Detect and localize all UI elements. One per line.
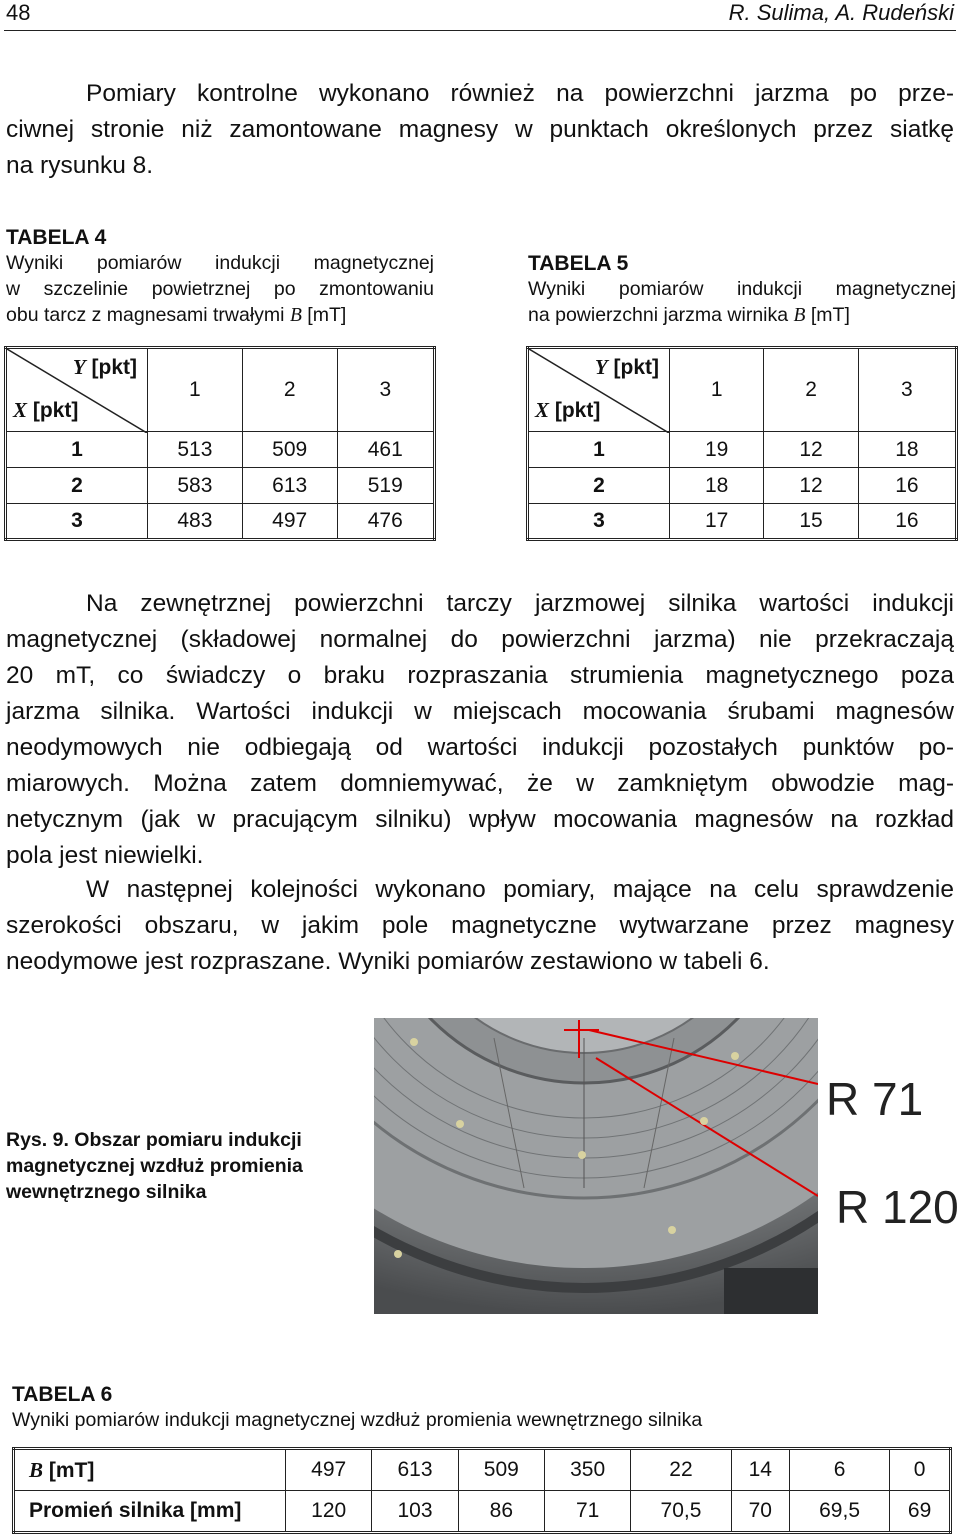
table-cell: 613 (372, 1449, 458, 1491)
intro-paragraph (6, 76, 954, 184)
table-cell: 497 (286, 1449, 372, 1491)
body-paragraph-1 (6, 586, 954, 874)
table-cell: 513 (148, 432, 243, 468)
col-header: 1 (670, 348, 764, 432)
table6-title: TABELA 6 (12, 1383, 113, 1406)
table-row (528, 432, 957, 468)
col-header: 3 (337, 348, 434, 432)
x-unit: [pkt] (32, 399, 79, 422)
table-cell: 18 (670, 468, 764, 504)
row-header: 1 (528, 432, 670, 468)
table-cell: 12 (764, 432, 858, 468)
table-row (528, 468, 957, 504)
table-cell: 70,5 (631, 1491, 731, 1533)
table-cell: 18 (858, 432, 956, 468)
table-row (14, 1449, 951, 1491)
table-cell: 16 (858, 504, 956, 540)
col-header: 1 (148, 348, 243, 432)
table-cell: 14 (731, 1449, 789, 1491)
table-cell: 476 (337, 504, 434, 540)
text-line: Wyniki pomiarów indukcji magnetycznej (528, 278, 956, 300)
x-symbol: X (535, 398, 550, 422)
table6-caption (12, 1383, 952, 1433)
table-cell: 15 (764, 504, 858, 540)
col-header: 2 (242, 348, 337, 432)
table-cell: 509 (458, 1449, 544, 1491)
unit-label: [mT] (810, 304, 850, 326)
table4-caption (6, 226, 434, 329)
table-cell: 103 (372, 1491, 458, 1533)
label-r120: R 120 (836, 1181, 959, 1233)
table-cell: 69,5 (789, 1491, 889, 1533)
y-symbol: Y (72, 355, 86, 379)
table-cell: 16 (858, 468, 956, 504)
table-cell: 17 (670, 504, 764, 540)
corner-cell (528, 348, 670, 432)
caption-line: wewnętrznego silnika (6, 1181, 207, 1203)
row-header: 1 (6, 432, 148, 468)
table-cell: 483 (148, 504, 243, 540)
table-row (6, 504, 435, 540)
row-header: 2 (6, 468, 148, 504)
table-row (528, 504, 957, 540)
table-cell: 461 (337, 432, 434, 468)
row-header: 3 (528, 504, 670, 540)
table4-desc (6, 250, 434, 329)
text-line: w szczelinie powietrznej po zmontowaniu (6, 278, 434, 300)
table5-title: TABELA 5 (528, 252, 629, 275)
text-line: pola jest niewielki. (6, 842, 204, 869)
text-line: szerokości obszaru, w jakim pole magnetyczne wytwarzane przez magnesy (6, 912, 954, 939)
body-paragraph-2 (6, 872, 954, 980)
corner-cell (6, 348, 148, 432)
text-line: 20 mT, co świadczy o braku rozpraszania strumienia magnetycznego poza (6, 662, 954, 689)
table5-caption (528, 252, 956, 329)
y-unit: [pkt] (613, 356, 659, 379)
table-cell: 120 (286, 1491, 372, 1533)
unit-label: [mT] (48, 1458, 95, 1482)
running-head-authors: R. Sulima, A. Rudeński (728, 0, 954, 25)
figure-caption (6, 1127, 366, 1205)
table-cell: 70 (731, 1491, 789, 1533)
motor-disc-illustration (374, 1018, 818, 1314)
text-line: Pomiary kontrolne wykonano również na powierzchni jarzma po prze- (86, 80, 954, 107)
table-cell: 86 (458, 1491, 544, 1533)
table4-title: TABELA 4 (6, 226, 107, 249)
text-line: ciwnej stronie niż zamontowane magnesy w punktach określonych przez siatkę (6, 116, 954, 143)
table5-desc (528, 276, 956, 329)
x-symbol: X (13, 398, 28, 422)
text-line: W następnej kolejności wykonano pomiary, mające na celu sprawdzenie (86, 876, 954, 903)
caption-line: Rys. 9. Obszar pomiaru indukcji (6, 1129, 302, 1151)
table-cell: 583 (148, 468, 243, 504)
table-row (6, 468, 435, 504)
text-line: netycznym (jak w pracującym silniku) wpływ mocowania magnesów na rozkład (6, 806, 954, 833)
caption-line: magnetycznej wzdłuż promienia (6, 1155, 303, 1177)
table5 (526, 346, 958, 541)
text-line: obu tarcz z magnesami trwałymi (6, 304, 285, 326)
table6-desc: Wyniki pomiarów indukcji magnetycznej wzdłuż promienia wewnętrznego silnika (12, 1409, 703, 1431)
table-cell: 0 (890, 1449, 951, 1491)
text-line: Wyniki pomiarów indukcji magnetycznej (6, 252, 434, 274)
text-line: na rysunku 8. (6, 152, 154, 179)
label-r71: R 71 (826, 1073, 924, 1125)
text-line: na powierzchni jarzma wirnika (528, 304, 789, 326)
table4 (4, 346, 436, 541)
table-cell: 509 (242, 432, 337, 468)
symbol-b: B (29, 1457, 44, 1482)
x-unit: [pkt] (554, 399, 601, 422)
table-cell: 519 (337, 468, 434, 504)
row-header: 3 (6, 504, 148, 540)
unit-label: [mT] (307, 304, 347, 326)
text-line: neodymowe jest rozpraszane. Wyniki pomiarów zestawiono w tabeli 6. (6, 948, 770, 975)
y-unit: [pkt] (91, 356, 137, 379)
y-symbol: Y (594, 355, 608, 379)
table-cell: 497 (242, 504, 337, 540)
table-cell: 19 (670, 432, 764, 468)
table-cell: 613 (242, 468, 337, 504)
table-row (6, 432, 435, 468)
text-line: miarowych. Można zatem domniemywać, że w zamkniętym obwodzie mag- (6, 770, 954, 797)
table-cell: 69 (890, 1491, 951, 1533)
text-line: magnetycznej (składowej normalnej do powierzchni jarzma) nie przekraczają (6, 626, 954, 653)
header-rule (4, 30, 956, 31)
table-row (14, 1491, 951, 1533)
page-number: 48 (6, 0, 31, 25)
row-label (14, 1449, 286, 1491)
table-cell: 22 (631, 1449, 731, 1491)
col-header: 3 (858, 348, 956, 432)
table6 (12, 1447, 952, 1534)
row-label: Promień silnika [mm] (14, 1491, 286, 1533)
col-header: 2 (764, 348, 858, 432)
table-cell: 350 (544, 1449, 630, 1491)
table-cell: 71 (544, 1491, 630, 1533)
table-cell: 6 (789, 1449, 889, 1491)
symbol-b: B (793, 305, 806, 326)
text-line: jarzma silnika. Wartości indukcji w miejscach mocowania śrubami magnesów (6, 698, 954, 725)
symbol-b: B (289, 305, 302, 326)
row-header: 2 (528, 468, 670, 504)
table-cell: 12 (764, 468, 858, 504)
text-line: Na zewnętrznej powierzchni tarczy jarzmowej silnika wartości indukcji (86, 590, 954, 617)
text-line: neodymowych nie odbiegają od wartości indukcji pozostałych punktów po- (6, 734, 954, 761)
motor-photo (374, 1018, 818, 1314)
